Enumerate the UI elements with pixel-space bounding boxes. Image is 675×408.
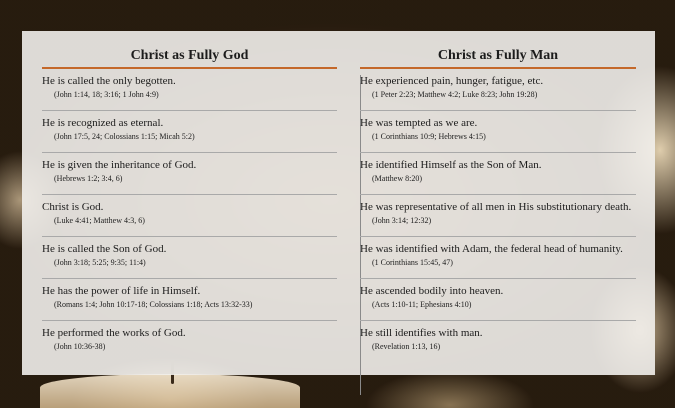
statement: He still identifies with man. [360,327,483,339]
scripture-reference: (Luke 4:41; Matthew 4:3, 6) [54,216,145,225]
statement: He is recognized as eternal. [42,117,164,129]
statement: He experienced pain, hunger, fatigue, etc. [360,75,544,87]
list-item [360,195,636,237]
list-item [360,237,636,279]
scripture-reference: (John 1:14, 18; 3:16; 1 John 4:9) [54,90,159,99]
scripture-reference: (1 Corinthians 10:9; Hebrews 4:15) [372,132,486,141]
list-item [42,153,337,195]
scripture-reference: (John 10:36-38) [54,342,106,351]
list-item [42,111,337,153]
list-item [360,153,636,195]
fully-man-list [360,69,636,363]
list-item [42,69,337,111]
list-item [360,69,636,111]
statement: He was representative of all men in His substitutionary death. [360,201,632,213]
statement: He is given the inheritance of God. [42,159,197,171]
scripture-reference: (John 17:5, 24; Colossians 1:15; Micah 5:2) [54,132,195,141]
comparison-panel [22,31,655,375]
list-item [42,321,337,363]
statement: He identified Himself as the Son of Man. [360,159,542,171]
fully-god-column [42,31,337,363]
scripture-reference: (1 Peter 2:23; Matthew 4:2; Luke 8:23; John 19:28) [372,90,538,99]
list-item [360,279,636,321]
fully-god-list [42,69,337,363]
statement: He has the power of life in Himself. [42,285,201,297]
fully-god-title: Christ as Fully God [130,48,249,63]
scripture-reference: (Revelation 1:13, 16) [372,342,441,351]
scripture-reference: (Acts 1:10-11; Ephesians 4:10) [372,300,472,309]
fully-man-column [360,31,636,363]
scripture-reference: (1 Corinthians 15:45, 47) [372,258,453,267]
statement: He ascended bodily into heaven. [360,285,504,297]
list-item [360,321,636,363]
scripture-reference: (Hebrews 1:2; 3:4, 6) [54,174,123,183]
statement: He performed the works of God. [42,327,186,339]
scripture-reference: (Matthew 8:20) [372,174,422,183]
statement: Christ is God. [42,201,104,213]
list-item [360,111,636,153]
fully-man-title: Christ as Fully Man [437,48,559,63]
scripture-reference: (Romans 1:4; John 10:17-18; Colossians 1:18; Acts 13:32-33) [54,300,253,309]
statement: He was tempted as we are. [360,117,478,129]
scripture-reference: (John 3:14; 12:32) [372,216,432,225]
list-item [42,279,337,321]
scripture-reference: (John 3:18; 5:25; 9:35; 11:4) [54,258,146,267]
statement: He is called the only begotten. [42,75,176,87]
statement: He is called the Son of God. [42,243,167,255]
statement: He was identified with Adam, the federal head of humanity. [360,243,623,255]
candle [40,374,300,408]
list-item [42,237,337,279]
list-item [42,195,337,237]
